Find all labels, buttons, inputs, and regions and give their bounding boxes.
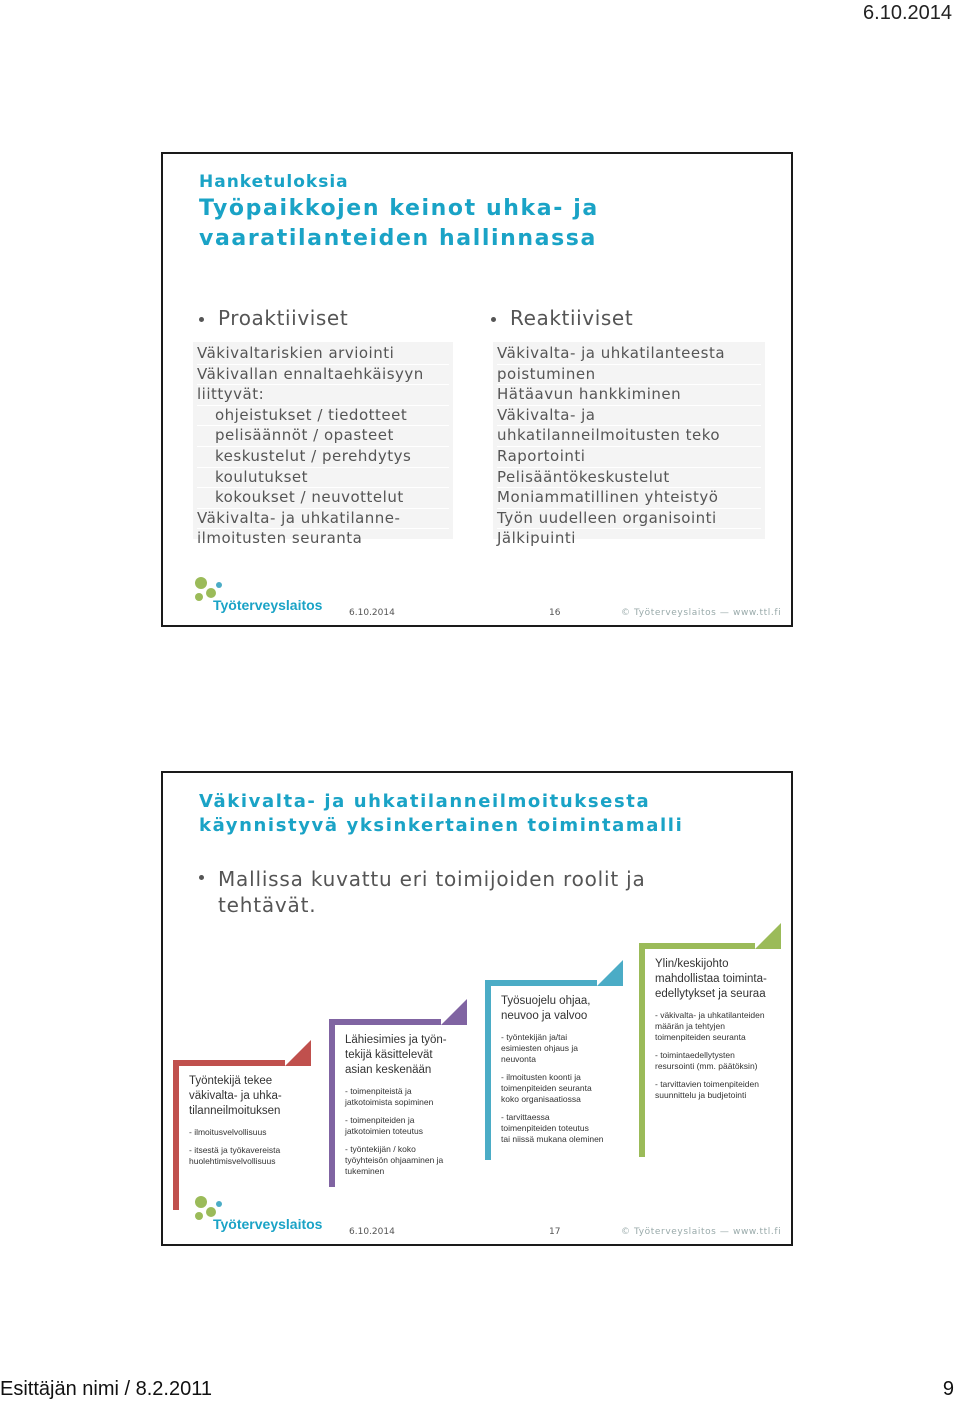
list-item: kokoukset / neuvottelut [197,488,449,509]
step-bullet-line: tai niissä mukana oleminen [501,1134,604,1144]
step-bullet [501,1112,619,1145]
step-bullet-line: koko organisaatiossa [501,1094,581,1104]
step-bullet-line: toimenpiteiden seuranta [655,1032,746,1042]
step-title [655,957,777,1002]
reactive-list [493,342,765,548]
bullet-text: tehtävät. [218,893,317,917]
list-item: keskustelut / perehdytys [197,447,449,468]
step-top-bar [485,980,597,986]
step-bullet [345,1086,463,1108]
list-item: poistuminen [497,365,761,386]
step-title-line: asian keskenään [345,1064,432,1076]
step-title [501,994,619,1024]
step-bullet [655,1050,777,1072]
step-bullet [655,1079,777,1101]
step-bullet-line: - ilmoitusten koonti ja [501,1072,581,1082]
footer-copyright: © Työterveyslaitos — www.ttl.fi [621,1227,782,1237]
role-step [639,943,781,1157]
step-bullet [655,1010,777,1043]
slide-title [199,194,599,254]
step-top-bar [639,943,755,949]
ttl-logo [191,1194,323,1238]
step-title-line: tekijä käsittelevät [345,1049,433,1061]
logo-text: Työterveyslaitos [213,597,323,613]
step-title-line: Ylin/keskijohto [655,958,729,970]
step-bullet-line: resursointi (mm. päätöksin) [655,1061,758,1071]
title-line: vaaratilanteiden hallinnassa [199,226,597,251]
list-item: uhkatilanneilmoitusten teko [497,426,761,447]
step-bullet-line: suunnittelu ja budjetointi [655,1090,747,1100]
sheet-page-number: 9 [942,1378,954,1400]
step-arrow-corner [755,923,781,949]
heading-text: Proaktiiviset [218,306,349,330]
step-title-line: neuvoo ja valvoo [501,1010,588,1022]
step-bullet [345,1144,463,1177]
list-item: Väkivaltariskien arviointi [197,344,449,365]
reactive-heading [491,306,633,330]
step-title-line: Työsuojelu ohjaa, [501,995,591,1007]
list-item: Pelisääntökeskustelut [497,468,761,489]
step-title [189,1074,307,1119]
step-bullet-line: jatkotoimista sopiminen [345,1097,434,1107]
bullet-text: Mallissa kuvattu eri toimijoiden roolit ja [218,867,646,891]
step-bullet-line: - tarvittavien toimenpiteiden [655,1079,759,1089]
step-title-line: mahdollistaa toiminta- [655,973,767,985]
proactive-heading [199,306,348,330]
footer-page-number: 16 [549,608,561,618]
list-item: Raportointi [497,447,761,468]
logo-text: Työterveyslaitos [213,1216,323,1232]
list-item: Väkivalta- ja [497,406,761,427]
step-bullet-line: huolehtimisvelvollisuus [189,1156,276,1166]
step-bullet-line: toimenpiteiden toteutus [501,1123,589,1133]
proactive-list [193,342,453,548]
step-title-line: edellytykset ja seuraa [655,988,766,1000]
step-title-line: väkivalta- ja uhka- [189,1090,282,1102]
step-arrow-corner [597,960,623,986]
step-top-bar [329,1019,441,1025]
step-color-bar [329,1019,335,1187]
list-item: liittyvät: [197,385,449,406]
step-bullet-line: esimiesten ohjaus ja [501,1043,579,1053]
bullet-icon [199,875,204,880]
title-line: käynnistyvä yksinkertainen toimintamalli [199,815,684,836]
footer-date: 6.10.2014 [349,608,395,618]
slide-title [199,790,683,838]
role-step [485,980,623,1160]
title-line: Väkivalta- ja uhkatilanneilmoituksesta [199,791,651,812]
step-bullet [189,1127,307,1138]
list-item: Väkivallan ennaltaehkäisyyn [197,365,449,386]
list-item: Hätäavun hankkiminen [497,385,761,406]
list-item: Väkivalta- ja uhkatilanteesta [497,344,761,365]
step-arrow-corner [441,999,467,1025]
step-bullet-line: - työntekijän / koko [345,1144,416,1154]
list-item: ilmoitusten seuranta [197,529,449,550]
step-bullet-line: - ilmoitusvelvollisuus [189,1127,267,1137]
presenter-footer: Esittäjän nimi / 8.2.2011 [0,1378,212,1400]
step-bullet [501,1072,619,1105]
step-bullet [345,1115,463,1137]
page-date: 6.10.2014 [863,2,952,24]
step-top-bar [173,1060,285,1066]
ttl-logo [191,575,323,619]
step-bullet-line: - toimenpiteistä ja [345,1086,412,1096]
role-step [329,1019,467,1187]
step-bullet-line: - itsestä ja työkavereista [189,1145,281,1155]
step-bullet-line: jatkotoimien toteutus [345,1126,423,1136]
step-bullet-line: - toimenpiteiden ja [345,1115,415,1125]
step-color-bar [485,980,491,1160]
step-bullet-line: määrän ja tehtyjen [655,1021,725,1031]
step-color-bar [173,1060,179,1210]
role-step [173,1060,311,1210]
step-bullet [501,1032,619,1065]
step-bullet [189,1145,307,1167]
step-title-line: Lähiesimies ja työn- [345,1034,447,1046]
step-bullet-line: - väkivalta- ja uhkatilanteiden [655,1010,765,1020]
list-item: ohjeistukset / tiedotteet [197,406,449,427]
list-item: pelisäännöt / opasteet [197,426,449,447]
step-color-bar [639,943,645,1157]
slide-17 [161,771,793,1246]
footer-copyright: © Työterveyslaitos — www.ttl.fi [621,608,782,618]
bullet-icon [491,317,496,322]
step-bullet-line: neuvonta [501,1054,536,1064]
step-bullet-line: - toimintaedellytysten [655,1050,735,1060]
slide-kicker: Hanketuloksia [199,172,349,192]
step-title-line: Työntekijä tekee [189,1075,273,1087]
footer-page-number: 17 [549,1227,561,1237]
list-item: Väkivalta- ja uhkatilanne- [197,509,449,530]
list-item: Jälkipuinti [497,529,761,550]
heading-text: Reaktiiviset [510,306,634,330]
list-item: Työn uudelleen organisointi [497,509,761,530]
slide-16 [161,152,793,627]
step-title-line: tilanneilmoituksen [189,1105,281,1117]
bullet-icon [199,317,204,322]
step-bullet-line: - työntekijän ja/tai [501,1032,568,1042]
title-line: Työpaikkojen keinot uhka- ja [199,196,599,221]
step-bullet-line: tukeminen [345,1166,385,1176]
list-item: koulutukset [197,468,449,489]
model-description [199,866,659,918]
list-item: Moniammatillinen yhteistyö [497,488,761,509]
step-bullet-line: työyhteisön ohjaaminen ja [345,1155,444,1165]
step-arrow-corner [285,1040,311,1066]
step-bullet-line: toimenpiteiden seuranta [501,1083,592,1093]
footer-date: 6.10.2014 [349,1227,395,1237]
step-bullet-line: - tarvittaessa [501,1112,550,1122]
step-title [345,1033,463,1078]
